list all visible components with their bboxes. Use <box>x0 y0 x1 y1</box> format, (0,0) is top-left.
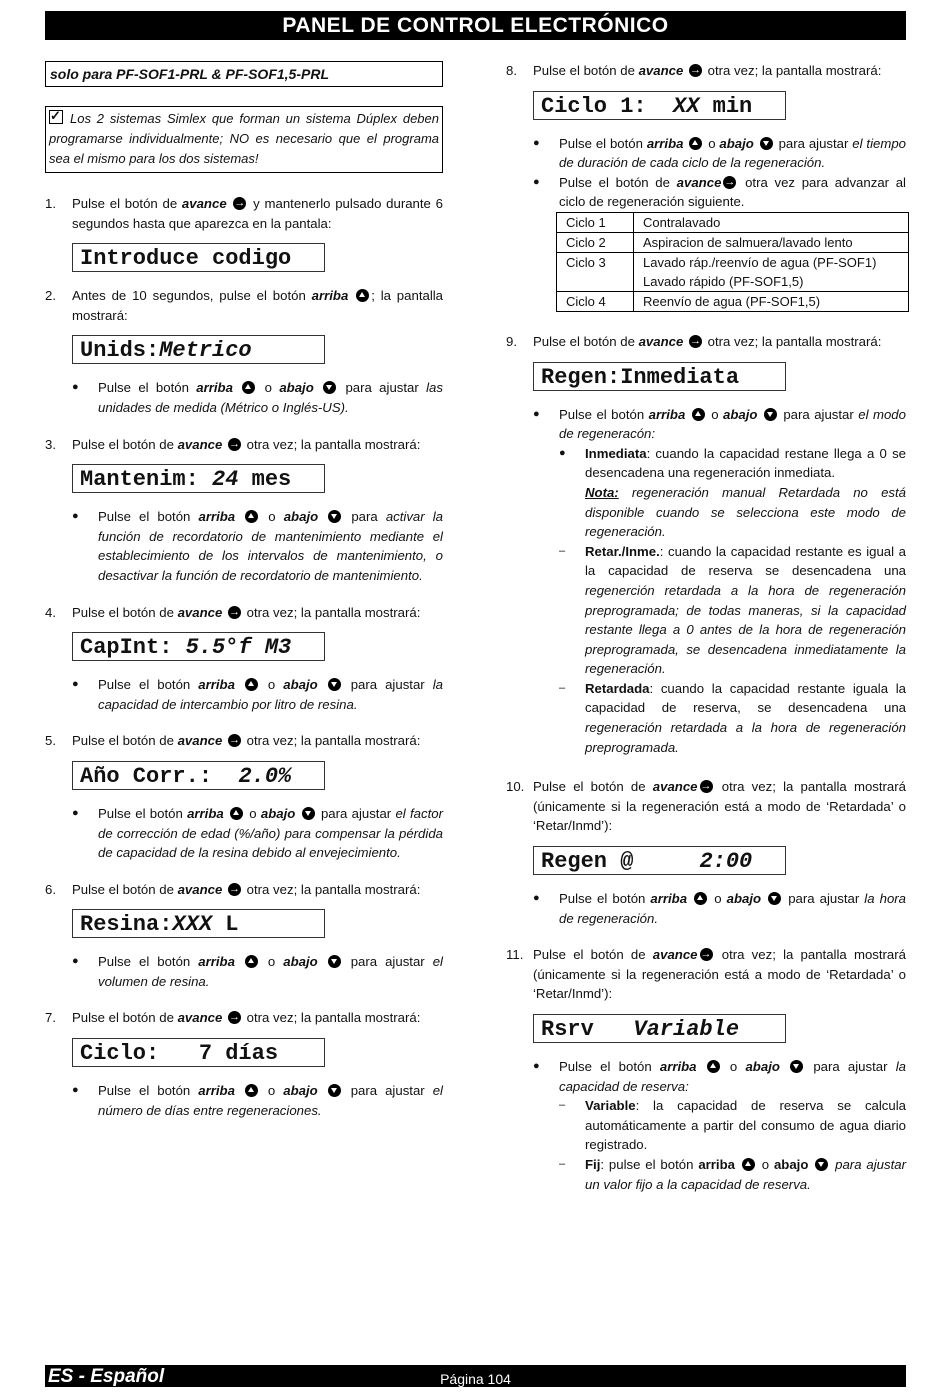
list-item: ● Pulse el botón de avance→ otra vez para advanzar al ciclo de regeneración siguiente. <box>533 173 906 212</box>
step-2: 2. Antes de 10 segundos, pulse el botón arriba ; la pantalla mostrará: <box>45 288 444 323</box>
step-8: 8. Pulse el botón de avance → otra vez; la pantalla mostrará: <box>506 61 906 81</box>
lcd-display: Año Corr.: 2.0% <box>72 761 325 790</box>
up-arrow-icon <box>230 807 243 820</box>
duplex-note: ✓Los 2 sistemas Simlex que forman un sistema Dúplex deben programarse individualmente; NO es necesario que el programa sea el mismo para los dos sistemas! <box>45 106 443 173</box>
advance-icon <box>700 780 713 793</box>
list-item: ● Inmediata: cuando la capacidad restane llega a 0 se desencadena una regeneración inmediata. Nota: regeneración manual Retardada no está disponible cuando se selecciona este modo de regeneración. <box>559 445 906 540</box>
lcd-display: Resina:XXX L <box>72 909 325 938</box>
down-arrow-icon <box>323 381 336 394</box>
down-arrow-icon <box>328 510 341 523</box>
advance-icon <box>228 606 241 619</box>
step-3: 3. Pulse el botón de avance → otra vez; la pantalla mostrará: <box>45 435 443 455</box>
step-11: 11. Pulse el botón de avance→ otra vez; la pantalla mostrará (únicamente si la regeneración está a modo de ‘Retardada’ o ‘Retar/Inmd’): <box>506 945 906 1004</box>
down-arrow-icon <box>764 408 777 421</box>
step-10: 10. Pulse el botón de avance→ otra vez; la pantalla mostrará (únicamente si la regeneración está a modo de ‘Retardada’ o ‘Retar/Inmd’): <box>506 777 906 836</box>
up-arrow-icon <box>707 1060 720 1073</box>
lcd-display: Introduce codigo <box>72 243 325 272</box>
up-arrow-icon <box>694 892 707 905</box>
lcd-display: Ciclo 1: XX min <box>533 91 786 120</box>
left-column <box>45 61 443 1120</box>
up-arrow-icon <box>356 289 369 302</box>
down-arrow-icon <box>768 892 781 905</box>
list-item: ● Pulse el botón arriba o abajo para ajustar el tiempo de duración de cada ciclo de la regeneración. <box>533 135 906 171</box>
up-arrow-icon <box>689 137 702 150</box>
list-item: ● Pulse el botón arriba o abajo para ajustar la capacidad de reserva: <box>533 1059 906 1094</box>
list-item: ● Pulse el botón arriba o abajo para activar la función de recordatorio de mantenimiento mediante el establecimiento de los intervalos de mantenimiento, o desactivar la función de recordatorio de mantenimiento. <box>72 509 443 583</box>
lcd-display: Ciclo: 7 días <box>72 1038 325 1067</box>
table-row: Ciclo 4 Reenvío de agua (PF-SOF1,5) <box>557 291 909 311</box>
down-arrow-icon <box>790 1060 803 1073</box>
page-footer <box>45 1365 906 1387</box>
down-arrow-icon <box>760 137 773 150</box>
advance-icon <box>228 883 241 896</box>
table-row: Ciclo 2 Aspiracion de salmuera/lavado lento <box>557 232 909 252</box>
step-7: 7. Pulse el botón de avance → otra vez; la pantalla mostrará: <box>45 1008 443 1028</box>
step-1: 1. Pulse el botón de avance → y mantenerlo pulsado durante 6 segundos hasta que aparezca en la pantala: <box>45 194 443 233</box>
lcd-display: Regen @ 2:00 <box>533 846 786 875</box>
up-arrow-icon <box>692 408 705 421</box>
step-9: 9. Pulse el botón de avance → otra vez; la pantalla mostrará: <box>506 332 906 352</box>
step-6: 6. Pulse el botón de avance → otra vez; la pantalla mostrará: <box>45 880 443 900</box>
down-arrow-icon <box>815 1158 828 1171</box>
advance-icon <box>228 734 241 747</box>
advance-icon <box>228 1011 241 1024</box>
list-item: ● Pulse el botón arriba o abajo para ajustar el número de días entre regeneraciones. <box>72 1083 443 1118</box>
list-item: ● Pulse el botón arriba o abajo para ajustar el modo de regeneracón: <box>533 406 906 442</box>
advance-icon <box>723 176 736 189</box>
lcd-display: Regen:Inmediata <box>533 362 786 391</box>
list-item: ● Pulse el botón arriba o abajo para ajustar el factor de corrección de edad (%/año) para compensar la pérdida de capacidad de la resina debido al envejecimiento. <box>72 805 443 861</box>
language-label: ES - Español <box>48 1366 165 1387</box>
advance-icon <box>228 438 241 451</box>
lcd-display: Unids:Metrico <box>72 335 325 364</box>
up-arrow-icon <box>245 510 258 523</box>
list-item: ● Pulse el botón arriba o abajo para ajustar las unidades de medida (Métrico o Inglés-US). <box>72 380 443 415</box>
up-arrow-icon <box>245 955 258 968</box>
page-number: Página 104 <box>440 1371 511 1387</box>
down-arrow-icon <box>328 1084 341 1097</box>
right-column <box>506 61 906 1194</box>
lcd-display: Mantenim: 24 mes <box>72 464 325 493</box>
checkbox-icon <box>49 110 63 124</box>
list-item: – Fij: pulse el botón arriba o abajo para ajustar un valor fijo a la capacidad de reserva. <box>559 1156 907 1192</box>
down-arrow-icon <box>328 678 341 691</box>
cycle-table <box>556 212 909 312</box>
down-arrow-icon <box>302 807 315 820</box>
list-item: – Retardada: cuando la capacidad restante iguala la capacidad de reserva, se desencadena una regeneración retardada a la hora de regeneración preprogramada. <box>559 680 906 755</box>
advance-icon <box>689 64 702 77</box>
list-item: – Variable: la capacidad de reserva se calcula automáticamente a partir del consumo de agua diario registrado. <box>559 1098 906 1153</box>
lcd-display: CapInt: 5.5°f M3 <box>72 632 325 661</box>
step-4: 4. Pulse el botón de avance → otra vez; la pantalla mostrará: <box>45 603 443 623</box>
table-row: Ciclo 3 Lavado ráp./reenvío de agua (PF-SOF1) Lavado rápido (PF-SOF1,5) <box>557 252 909 291</box>
list-item: – Retar./Inme.: cuando la capacidad restante es igual a la capacidad de reserva se desencadena una regenerción retardada a la hora de regeneración preprogramada; de todas maneras, si la capacidad restante llega a 0 antes de la hora de regeneración preprogramada, se desencadena inmediatamente la regeneración. <box>559 543 906 677</box>
up-arrow-icon <box>245 678 258 691</box>
list-item: ● Pulse el botón arriba o abajo para ajustar la hora de regeneración. <box>533 891 907 926</box>
up-arrow-icon <box>242 381 255 394</box>
lcd-display: Rsrv Variable <box>533 1014 786 1043</box>
advance-icon <box>700 948 713 961</box>
down-arrow-icon <box>328 955 341 968</box>
model-subtitle: solo para PF-SOF1-PRL & PF-SOF1,5-PRL <box>45 61 443 87</box>
up-arrow-icon <box>245 1084 258 1097</box>
step-5: 5. Pulse el botón de avance → otra vez; la pantalla mostrará: <box>45 731 443 751</box>
advance-icon <box>233 197 246 210</box>
table-row: Ciclo 1 Contralavado <box>557 212 909 232</box>
list-item: ● Pulse el botón arriba o abajo para ajustar la capacidad de intercambio por litro de resina. <box>72 677 443 712</box>
page-header: PANEL DE CONTROL ELECTRÓNICO <box>45 11 906 40</box>
up-arrow-icon <box>742 1158 755 1171</box>
list-item: ● Pulse el botón arriba o abajo para ajustar el volumen de resina. <box>72 954 443 989</box>
advance-icon <box>689 335 702 348</box>
